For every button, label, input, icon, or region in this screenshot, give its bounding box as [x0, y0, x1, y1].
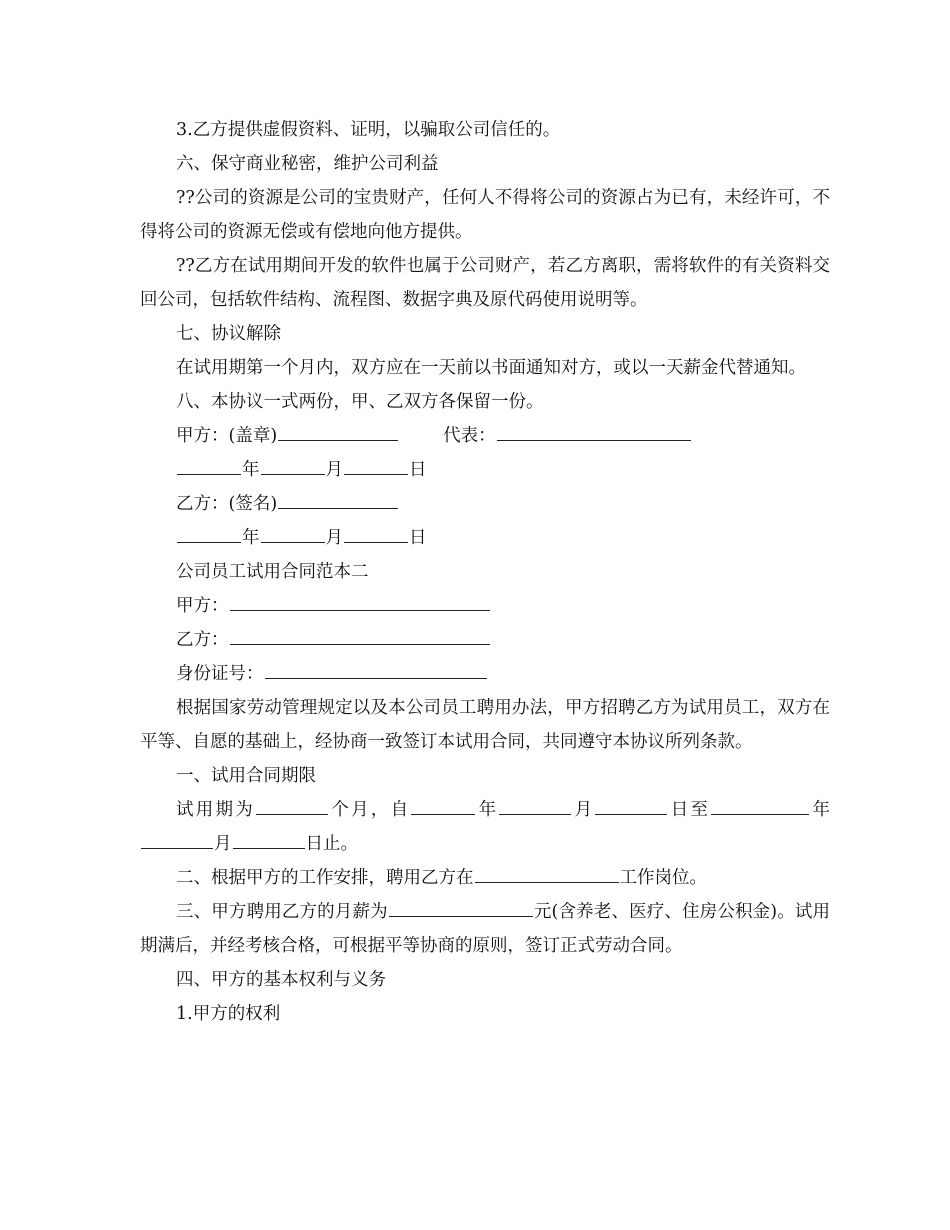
text: 日至: [668, 800, 711, 820]
text: 工作岗位。: [619, 868, 707, 888]
template2-id-line: [140, 657, 830, 691]
id-number-blank[interactable]: [265, 677, 487, 679]
position-blank[interactable]: [475, 881, 619, 883]
template2-section-3: [140, 895, 830, 963]
template2-party-a-line: [140, 589, 830, 623]
paragraph-resources: ??公司的资源是公司的宝贵财产，任何人不得将公司的资源占为已有，未经许可，不得将公司的资源无偿或有偿地向他方提供。: [140, 188, 830, 242]
year-blank[interactable]: [177, 541, 241, 543]
month-label: 月: [325, 528, 343, 548]
month-blank[interactable]: [261, 473, 325, 475]
months-blank[interactable]: [256, 813, 328, 815]
signature-line-party-a: [140, 419, 830, 453]
text: 元(含养老、医疗、住房公积金)。: [533, 902, 795, 922]
end-day-blank[interactable]: [233, 847, 305, 849]
text: 日止。: [305, 834, 358, 854]
text: 月: [214, 834, 232, 854]
id-number-label: 身份证号：: [176, 664, 264, 684]
template2-section-4-title: 四、甲方的基本权利与义务: [176, 970, 386, 990]
text: 年: [476, 800, 499, 820]
template2-section-2: [140, 861, 830, 895]
party-a-label: 甲方：: [176, 596, 229, 616]
month-blank[interactable]: [261, 541, 325, 543]
document-page: [140, 113, 830, 1031]
month-label: 月: [325, 460, 343, 480]
template2-section-4-1: 1.甲方的权利: [176, 1004, 281, 1024]
day-blank[interactable]: [344, 541, 408, 543]
party-b-blank[interactable]: [230, 643, 490, 645]
party-b-sign-blank[interactable]: [278, 507, 398, 509]
start-month-blank[interactable]: [499, 813, 571, 815]
representative-blank[interactable]: [497, 439, 691, 441]
year-blank[interactable]: [177, 473, 241, 475]
template2-title: 公司员工试用合同范本二: [176, 562, 369, 582]
template2-party-b-line: [140, 623, 830, 657]
day-label: 日: [409, 460, 427, 480]
date-line-1: [140, 453, 830, 487]
start-year-blank[interactable]: [411, 813, 475, 815]
template2-section-1-text: [140, 793, 830, 861]
end-month-blank[interactable]: [141, 847, 213, 849]
paragraph-termination: 在试用期第一个月内，双方应在一天前以书面通知对方，或以一天薪金代替通知。: [176, 358, 806, 378]
text: 年: [810, 800, 831, 820]
text: 个月，自: [329, 800, 411, 820]
paragraph-copies: 八、本协议一式两份，甲、乙双方各保留一份。: [176, 392, 544, 412]
date-line-2: [140, 521, 830, 555]
signature-line-party-b: [140, 487, 830, 521]
representative-label: 代表：: [443, 426, 496, 446]
day-label: 日: [409, 528, 427, 548]
party-a-seal-label: 甲方：(盖章): [176, 426, 278, 446]
day-blank[interactable]: [344, 473, 408, 475]
text: 月: [572, 800, 595, 820]
party-a-seal-blank[interactable]: [278, 439, 398, 441]
paragraph-clause-3: 3.乙方提供虚假资料、证明，以骗取公司信任的。: [176, 120, 561, 140]
party-b-label: 乙方：: [176, 630, 229, 650]
template2-section-1-title: 一、试用合同期限: [176, 766, 316, 786]
text: 二、根据甲方的工作安排，聘用乙方在: [176, 868, 474, 888]
text: 试用期为: [176, 800, 256, 820]
end-year-blank[interactable]: [711, 813, 809, 815]
text: 试用期满后，并经考核合格，可根据平等协商的原则，签订正式劳动合同。: [140, 902, 831, 956]
template2-intro: 根据国家劳动管理规定以及本公司员工聘用办法，甲方招聘乙方为试用员工，双方在平等、自愿的基础上，经协商一致签订本试用合同，共同遵守本协议所列条款。: [140, 698, 830, 752]
heading-section-6: 六、保守商业秘密，维护公司利益: [176, 154, 439, 174]
text: 三、甲方聘用乙方的月薪为: [176, 902, 388, 922]
paragraph-software: ??乙方在试用期间开发的软件也属于公司财产，若乙方离职，需将软件的有关资料交回公司，包括软件结构、流程图、数据字典及原代码使用说明等。: [140, 256, 830, 310]
party-a-blank[interactable]: [230, 609, 490, 611]
year-label: 年: [242, 460, 260, 480]
heading-section-7: 七、协议解除: [176, 324, 281, 344]
start-day-blank[interactable]: [595, 813, 667, 815]
salary-blank[interactable]: [389, 915, 533, 917]
party-b-sign-label: 乙方：(签名): [176, 494, 278, 514]
year-label: 年: [242, 528, 260, 548]
